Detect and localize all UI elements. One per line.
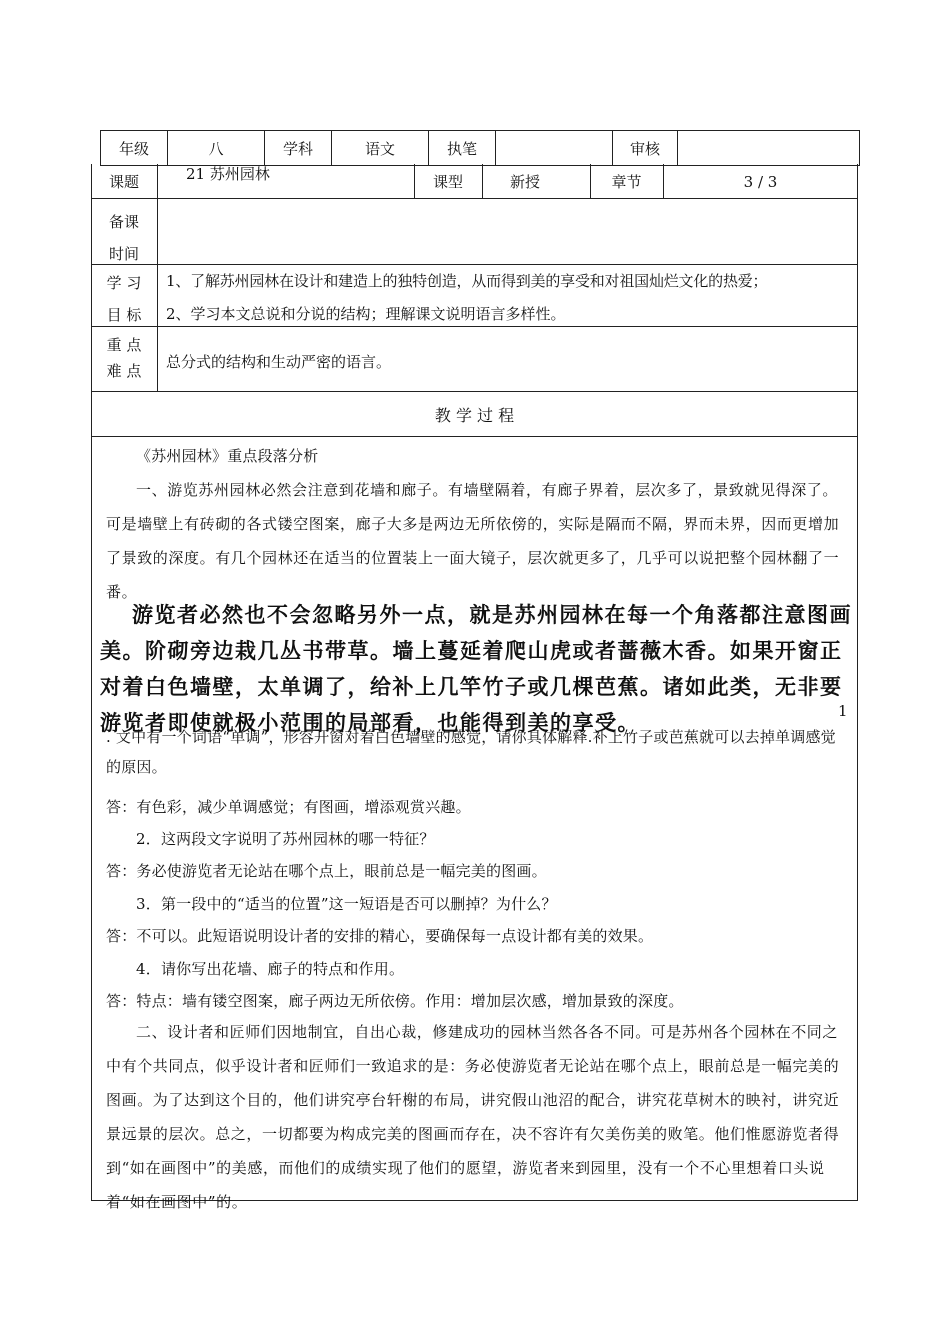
- type-value: 新授: [509, 173, 540, 191]
- goal-line-1: 1、了解苏州园林在设计和建造上的独特创造，从而得到美的享受和对祖国灿烂文化的热爱；: [166, 272, 768, 290]
- prep-label-line2: 时间: [108, 245, 139, 263]
- focus-label-line2: 难 点: [106, 362, 142, 380]
- prep-label: [91, 206, 157, 270]
- review-label: 审核: [613, 131, 678, 165]
- divider: [91, 326, 858, 327]
- topic-value: 21 苏州园林: [186, 165, 270, 183]
- topic-label: 课题: [108, 173, 139, 191]
- divider: [91, 436, 858, 437]
- question-3: 3．第一段中的“适当的位置”这一短语是否可以删掉？为什么？: [136, 895, 557, 913]
- question-4: 4．请你写出花墙、廊子的特点和作用。: [136, 960, 405, 978]
- content-para-1: 一、游览苏州园林必然会注意到花墙和廊子。有墙壁隔着，有廊子界着，层次多了，景致就见得深了。可是墙壁上有砖砌的各式镂空图案，廊子大多是两边无所依傍的，实际是隔而不隔，界而未界，因而更增加了景致的深度。有几个园林还在适当的位置装上一面大镜子，层次就更多了，几乎可以说把整个园林翻了一番。: [106, 481, 840, 601]
- grade-value: 八: [168, 131, 265, 165]
- focus-label-line1: 重 点: [106, 336, 142, 354]
- subject-label: 学科: [265, 131, 332, 165]
- process-title: 教 学 过 程: [434, 406, 515, 425]
- divider: [91, 198, 858, 199]
- goals-label: [91, 267, 157, 331]
- chapter-value: 3 / 3: [743, 173, 778, 191]
- header-row: [100, 130, 860, 166]
- divider: [91, 264, 858, 265]
- question-2: 2．这两段文字说明了苏州园林的哪一特征？: [136, 830, 435, 848]
- answer-4: 答：特点：墙有镂空图案，廊子两边无所依傍。作用：增加层次感，增加景致的深度。: [106, 992, 684, 1010]
- prep-label-line1: 备课: [108, 213, 139, 231]
- goals-label-line2: 目 标: [106, 306, 142, 324]
- grade-label: 年级: [101, 131, 168, 165]
- author-value: [496, 131, 613, 165]
- review-value: [678, 131, 859, 165]
- author-label: 执笔: [429, 131, 496, 165]
- answer-1: 答：有色彩，减少单调感觉；有图画，增添观赏兴趣。: [106, 798, 471, 816]
- focus-value: 总分式的结构和生动严密的语言。: [166, 353, 392, 371]
- answer-3: 答：不可以。此短语说明设计者的安排的精心，要确保每一点设计都有美的效果。: [106, 927, 654, 945]
- chapter-label: 章节: [611, 173, 642, 191]
- focus-label: [91, 332, 157, 384]
- goals-label-line1: 学 习: [106, 274, 142, 292]
- question-1: . 文中有一个词语“单调”，形容开窗对着白色墙壁的感觉，请你具体解释.补上竹子或芭蕉就可以去掉单调感觉的原因。: [106, 728, 836, 776]
- divider: [157, 164, 158, 391]
- content-heading: 《苏州园林》重点段落分析: [136, 447, 319, 465]
- answer-2: 答：务必使游览者无论站在哪个点上，眼前总是一幅完美的图画。: [106, 862, 547, 880]
- question-1-number: 1: [838, 702, 848, 720]
- divider: [91, 391, 858, 392]
- goal-line-2: 2、学习本文总说和分说的结构；理解课文说明语言多样性。: [166, 305, 566, 323]
- bold-excerpt: 游览者必然也不会忽略另外一点，就是苏州园林在每一个角落都注意图画美。阶砌旁边栽几丛书带草。墙上蔓延着爬山虎或者蔷薇木香。如果开窗正对着白色墙壁，太单调了，给补上几竿竹子或几棵芭蕉。诸如此类，无非要游览者即使就极小范围的局部看，也能得到美的享受。: [100, 603, 852, 735]
- type-label: 课型: [432, 173, 463, 191]
- content-para-2: 二、设计者和匠师们因地制宜，自出心裁，修建成功的园林当然各各不同。可是苏州各个园林在不同之中有个共同点，似乎设计者和匠师们一致追求的是：务必使游览者无论站在哪个点上，眼前总是一幅完美的图画。为了达到这个目的，他们讲究亭台轩榭的布局，讲究假山池沼的配合，讲究花草树木的映衬，讲究近景远景的层次。总之，一切都要为构成完美的图画而存在，决不容许有欠美伤美的败笔。他们惟愿游览者得到“如在画图中”的美感，而他们的成绩实现了他们的愿望，游览者来到园里，没有一个不心里想着口头说着“如在画图中”的。: [106, 1023, 840, 1211]
- subject-value: 语文: [332, 131, 429, 165]
